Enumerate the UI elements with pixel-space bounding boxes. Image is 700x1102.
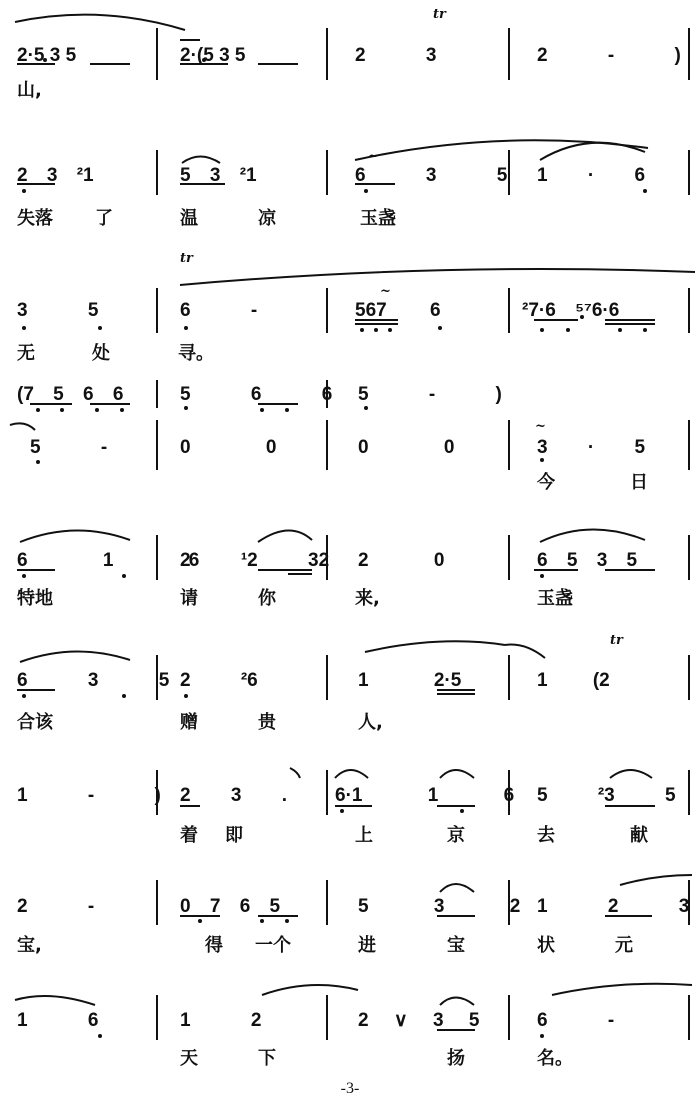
instrumental-measure-1: (7 5 6 6	[17, 384, 124, 405]
measure-7-3: 6·1 1 6	[335, 785, 515, 806]
measure-6-2: 2 ²6	[180, 670, 258, 691]
measure-1-2: 2·(5 3 5	[180, 45, 246, 66]
measure-3-3: 567 6	[355, 300, 441, 321]
measure-9-1: 1 6	[17, 1010, 99, 1031]
trill-ornament: tr	[180, 251, 193, 266]
lyric: 上	[355, 825, 373, 846]
lyric: 得	[205, 935, 223, 956]
measure-1-1: 2·5 3 5	[17, 45, 77, 66]
measure-5-3: 2 0	[358, 550, 445, 571]
measure-2-2: 5 3 ²1	[180, 165, 257, 186]
measure-5-2: 2 ¹2 32	[180, 550, 330, 571]
measure-2-4: 1 · 6	[537, 165, 646, 186]
measure-6-3: 1 2·5	[358, 670, 462, 691]
lyric: 人,	[358, 712, 383, 733]
measure-9-2: 1 2	[180, 1010, 262, 1031]
mordent-ornament: ~	[368, 149, 379, 164]
page-number: -3-	[340, 1080, 360, 1097]
lyric: 请	[180, 588, 198, 609]
measure-5-1: 6 1 6	[17, 550, 200, 571]
measure-8-4: 1 2 3	[537, 896, 690, 917]
lyric: 元	[615, 935, 633, 956]
measure-6-1: 6 3 5	[17, 670, 170, 691]
lyric: 玉盏	[360, 208, 396, 229]
lyric: 进	[358, 935, 376, 956]
lyric: 合该	[17, 712, 53, 733]
measure-8-1: 2 -	[17, 896, 95, 917]
trill-ornament: tr	[433, 7, 446, 22]
trill-ornament: tr	[610, 633, 623, 648]
lyric: 即	[225, 825, 243, 846]
lyric: 扬	[447, 1048, 465, 1069]
lyric: 今	[537, 472, 555, 493]
mordent-ornament: ~	[380, 284, 391, 299]
measure-7-2: 2 3 .	[180, 785, 287, 806]
lyric: 天	[180, 1048, 198, 1069]
lyric: 宝,	[17, 935, 42, 956]
measure-9-4: 6 -	[537, 1010, 615, 1031]
instrumental-measure-3: 5 - )	[358, 384, 502, 405]
measure-4-2: 0 0	[180, 437, 277, 458]
lyric: 去	[537, 825, 555, 846]
measure-6-4: 1 (2	[537, 670, 610, 691]
lyric: 山,	[17, 80, 42, 101]
lyric: 来,	[355, 588, 380, 609]
measure-7-1: 1 - )	[17, 785, 161, 806]
measure-1-3: 2 3	[355, 45, 437, 66]
measure-3-1: 3 5	[17, 300, 99, 321]
lyric: 玉盏	[537, 588, 573, 609]
lyric: 献	[630, 825, 648, 846]
lyric: 名。	[537, 1048, 573, 1069]
lyric: 一个	[255, 935, 291, 956]
instrumental-measure-2: 5 6 6	[180, 384, 333, 405]
lyric: 你	[258, 588, 276, 609]
measure-4-1: 5 -	[30, 437, 108, 458]
measure-4-3: 0 0	[358, 437, 455, 458]
lyric: 宝	[447, 935, 465, 956]
measure-3-2: 6 -	[180, 300, 258, 321]
lyric: 状	[537, 935, 555, 956]
mordent-ornament: ~	[535, 419, 546, 434]
measure-8-3: 5 3 2	[358, 896, 521, 917]
lyric: 赠	[180, 712, 198, 733]
measure-2-3: 6 3 5	[355, 165, 508, 186]
lyric: 凉	[258, 208, 276, 229]
lyric: 贵	[258, 712, 276, 733]
lyric: 寻。	[178, 343, 214, 364]
lyric: 日	[630, 472, 648, 493]
measure-1-4: 2 - )	[537, 45, 681, 66]
measure-5-4: 6 5 3 5	[537, 550, 638, 571]
measure-8-2: 0 7 6 5	[180, 896, 281, 917]
lyric: 特地	[17, 588, 53, 609]
lyric: 下	[258, 1048, 276, 1069]
measure-4-4: 3 · 5	[537, 437, 646, 458]
measure-3-4: ²7·6 ⁵⁷6·6	[522, 300, 620, 321]
lyric: 京	[447, 825, 465, 846]
lyric: 无	[17, 343, 35, 364]
lyric: 处	[92, 343, 110, 364]
lyric: 失落	[17, 208, 53, 229]
measure-7-4: 5 ²3 5	[537, 785, 676, 806]
measure-9-3: 2 ∨ 3 5	[358, 1010, 480, 1031]
lyric: 温	[180, 208, 198, 229]
measure-2-1: 2 3 ²1	[17, 165, 94, 186]
lyric: 了	[95, 208, 113, 229]
lyric: 着	[180, 825, 198, 846]
